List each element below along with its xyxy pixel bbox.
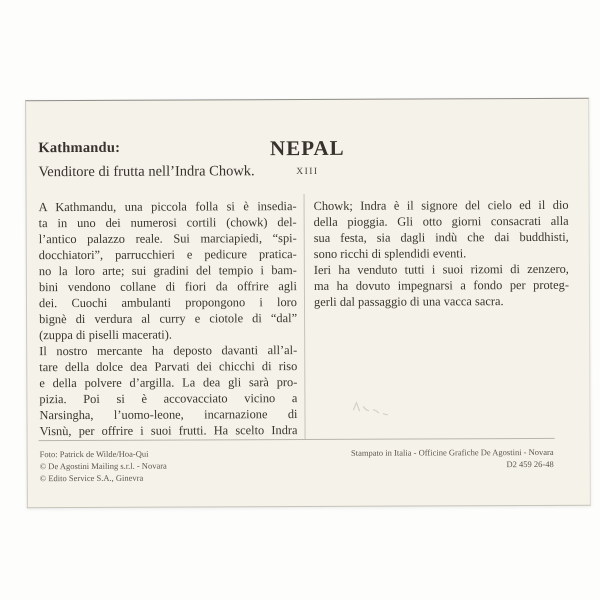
text-line: © De Agostini Mailing s.r.l. - Novara <box>39 460 167 472</box>
text-line: pizia. Poi si è accovacciato vicino a <box>39 391 298 407</box>
postcard-back <box>25 98 591 508</box>
text-line: no la loro arte; sui gradini del tempio i bam- <box>38 263 297 279</box>
card-header-center <box>26 135 588 181</box>
text-line: A Kathmandu, una piccola folla si è insedia- <box>38 199 297 215</box>
card-location-title: Kathmandu: <box>38 139 121 157</box>
text-line: (zuppa di piselli macerati). <box>39 327 172 343</box>
text-line: Il nostro mercante ha deposto davanti all’al- <box>39 343 298 359</box>
text-line: ma ha dovuto impegnarsi a fondo per proteg- <box>313 277 569 293</box>
text-line: bini vendono collane di fiori da offrire agli <box>38 279 297 295</box>
text-line: Narsingha, l’uomo-leone, incarnazione di <box>39 407 298 423</box>
text-line: © Edito Service S.A., Ginevra <box>39 472 144 484</box>
text-line: Foto: Patrick de Wilde/Hoa-Qui <box>39 448 149 460</box>
text-line: D2 459 26-48 <box>506 458 554 470</box>
text-line: gerli dal passaggio di una vacca sacra. <box>313 294 504 309</box>
text-line: tare della dolce dea Parvati dei chicchi di riso <box>39 359 298 375</box>
text-line: sua festa, sia dagli indù che dai buddhisti, <box>313 229 569 245</box>
text-line: l’antico palazzo reale. Sui marciapiedi, “spi- <box>38 231 297 247</box>
card-caption: Venditore di frutta nell’Indra Chowk. <box>38 163 255 181</box>
footer-print-info <box>294 446 554 471</box>
text-line: docchiatori”, parrucchieri e pedicure pratica- <box>38 247 297 263</box>
text-line: della pioggia. Gli otto giorni consacrati alla <box>313 213 569 229</box>
text-line: Chowk; Indra è il signore del cielo ed il dio <box>313 197 569 213</box>
text-line: Ieri ha venduto tutti i suoi rizomi di zenzero, <box>313 261 569 277</box>
text-line: e della polvere d’argilla. La dea gli sarà pro- <box>39 375 298 391</box>
text-line: Stampato in Italia - Officine Grafiche De Agostini - Novara <box>351 446 554 458</box>
card-country-title: NEPAL <box>269 135 345 161</box>
text-line: bignè di verdura al curry e ciotole di “dal” <box>39 311 298 327</box>
text-line: Visnù, per offrire i suoi frutti. Ha scelto Indra <box>39 423 298 439</box>
text-line: ta in uno dei numerosi cortili (chowk) del- <box>38 215 297 231</box>
column-divider <box>304 194 306 439</box>
text-line: dei. Cuochi ambulanti propongono i loro <box>38 295 298 311</box>
footer-credits <box>40 447 300 484</box>
body-right-column <box>314 197 569 310</box>
card-series-numeral: XIII <box>296 166 319 178</box>
text-line: sono ricchi di splendidi eventi. <box>313 246 467 261</box>
pencil-smudge-mark <box>347 398 407 422</box>
body-left-column <box>39 198 298 439</box>
